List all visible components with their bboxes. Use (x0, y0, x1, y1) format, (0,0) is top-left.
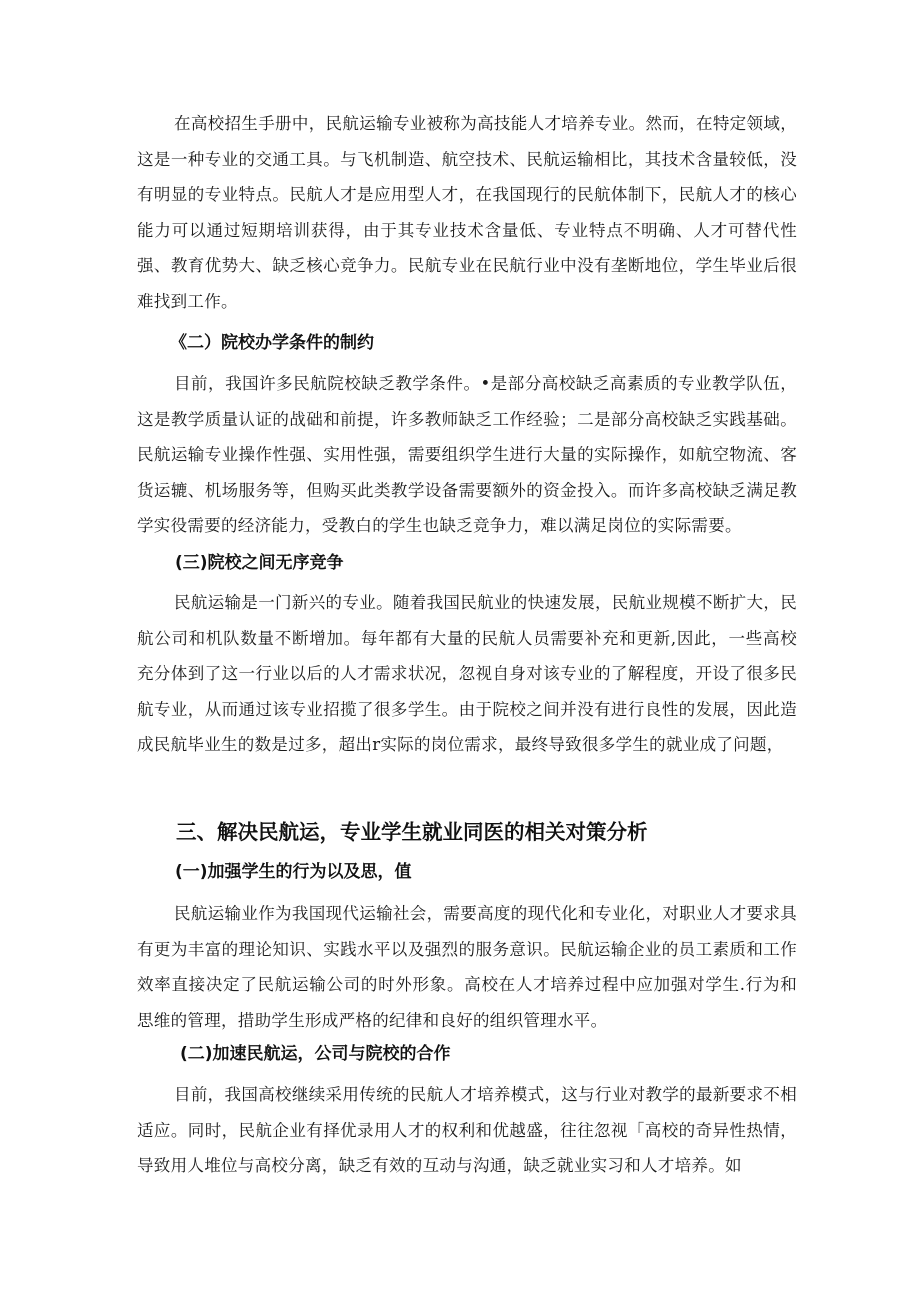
paragraph-student-behavior: 民航运输业作为我国现代运输社会，需要高度的现代化和专业化，对职业人才要求具有更为丰富的理论知识、实践水平以及强烈的服务意识。民航运输企业的员工素质和工作效率直接决定了民航运输公司的时外形象。高校在人才培养过程中应加强对学生.行为和思维的管理，措助学生形成严格的纪律和良好的组织管理水平。 (137, 904, 797, 1030)
heading-strengthen-students: (一)加强学生的行为以及思，值 (175, 862, 412, 882)
heading-disorderly-competition: (三)院校之间无序竞争 (175, 553, 344, 573)
section-heading-countermeasures: 三、解决民航运，专业学生就业同医的相关对策分析 (176, 820, 648, 844)
heading-school-conditions: 《二）院校办学条件的制约 (170, 333, 374, 353)
paragraph-competition: 民航运输是一门新兴的专业。随着我国民航业的快速发展，民航业规模不断扩大，民航公司和机队数量不断增加。每年都有大量的民航人员需要补充和更新,因此，一些高校充分体到了这一行业以后的人才需求状况，忽视自身对该专业的了解程度，开设了很多民航专业，从而通过该专业招揽了很多学生。由于院校之间并没有进行良性的发展，因此造成民航毕业生的数是过多，超出r实际的岗位需求，最终导致很多学生的就业成了问题， (137, 593, 797, 754)
paragraph-cooperation: 目前，我国高校继续采用传统的民航人才培养模式，这与行业对教学的最新要求不相适应。同时，民航企业有择优录用人才的权利和优越盛，往往忽视「高校的奇异性热情，导致用人堆位与高校分离，缺乏有效的互动与沟通，缺乏就业实习和人才培养。如 (137, 1085, 797, 1175)
heading-cooperation: (二)加速民航运，公司与院校的合作 (180, 1044, 451, 1064)
paragraph-talent-training: 在高校招生手册中，民航运输专业被称为高技能人才培养专业。然而，在特定领域，这是一种专业的交通工具。与飞机制造、航空技术、民航运输相比，其技术含量较低，没有明显的专业特点。民航人才是应用型人才，在我国现行的民航体制下，民航人才的核心能力可以通过短期培训获得，由于其专业技术含量低、专业特点不明确、人才可替代性强、教育优势大、缺乏核心竞争力。民航专业在民航行业中没有垄断地位，学生毕业后很难找到工作。 (137, 114, 797, 311)
paragraph-teaching-conditions: 目前，我国许多民航院校缺乏教学条件。•是部分高校缺乏高素质的专业教学队伍，这是教学质量认证的战础和前提，许多教师缺乏工作经验；二是部分高校缺乏实践基础。民航运输专业操作性强、实用性强，需要组织学生进行大量的实际操作，如航空物流、客货运辘、机场服务等，但购买此类教学设备需要额外的资金投入。而许多高校缺乏满足教学实役需要的经济能力，受教白的学生也缺乏竞争力，难以满足岗位的实际需要。 (137, 374, 797, 535)
